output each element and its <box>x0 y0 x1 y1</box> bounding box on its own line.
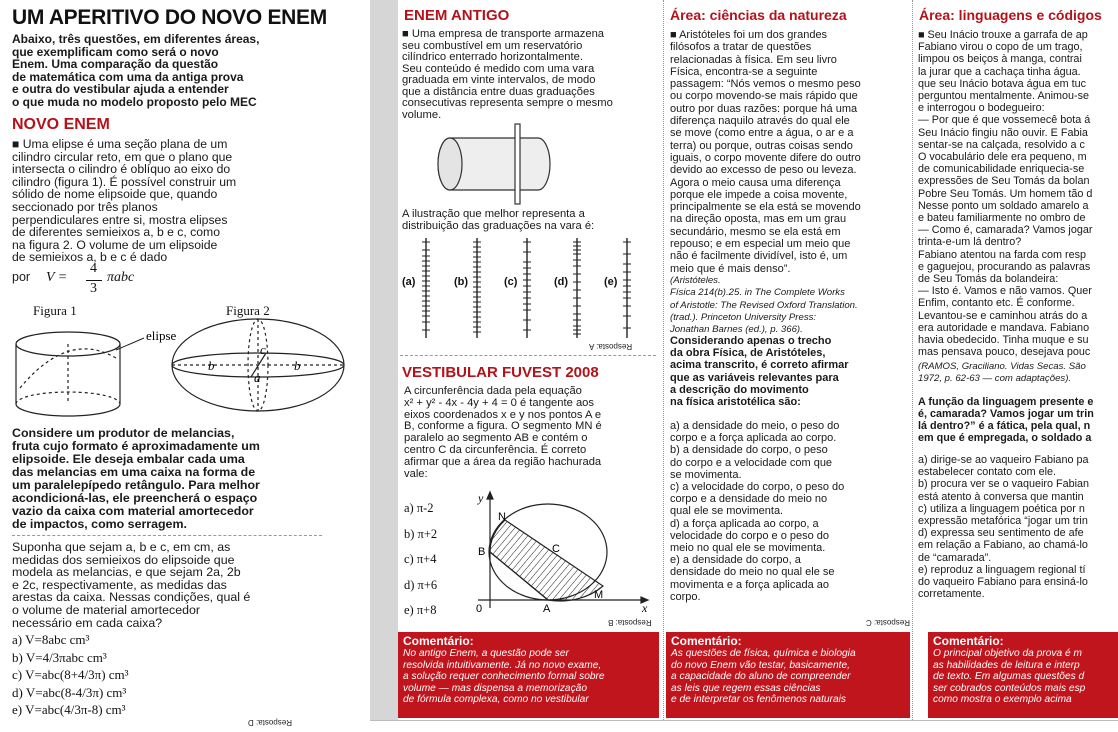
svg-text:N: N <box>498 511 506 523</box>
option-b[interactable]: b) V=4/3πabc cm³ <box>12 649 107 665</box>
option-a[interactable]: a) π-2 <box>404 501 434 515</box>
intro-text: Abaixo, três questões, em diferentes áreas, que exemplificam como será o novo Enem. Uma comparação da questão de matemática com uma da antiga prova e outra do vestibular ajuda a entender o que muda no modelo proposto pelo MEC <box>12 32 260 109</box>
section-heading-enem-antigo: ENEM ANTIGO <box>404 7 510 24</box>
cylinder-figure <box>16 332 120 416</box>
option-c[interactable]: c) π+4 <box>404 552 437 566</box>
comment-box <box>666 632 910 718</box>
column-linguagens <box>916 0 1118 732</box>
citation: (Aristóteles. Física 214(b).25. in The Complete Works of Aristotle: The Revised Oxford Translation. (trad.). Princeton University Press: Jonathan Barnes (ed.), p. 366). <box>670 275 858 336</box>
answer-options[interactable]: a) dirige-se ao vaqueiro Fabiano pa estabelecer contato com ele. b) procura ver se o vaqueiro Fabian está atento à conversa que mantin c) utiliza a linguagem poética por n expressão metafórica “jogar um trin d) expressa seu sentimento de afe em relação a Fabiano, ao chamá-lo de “camarada”. e) reproduz a linguagem regional tí do vaqueiro Fabiano para ensiná-lo corretamente. <box>918 454 1090 601</box>
elipse-label: elipse <box>146 328 177 343</box>
rod-option-b[interactable]: (b) <box>454 276 469 288</box>
option-e[interactable]: e) π+8 <box>404 603 437 617</box>
svg-text:y: y <box>478 491 484 505</box>
svg-text:c: c <box>260 342 266 357</box>
section-heading-novo-enem: NOVO ENEM <box>12 116 110 133</box>
option-d[interactable]: d) V=abc(8-4/3π) cm³ <box>12 684 127 700</box>
section-heading-linguagens: Área: linguagens e códigos <box>919 7 1102 23</box>
svg-text:b: b <box>294 358 301 373</box>
svg-text:M: M <box>594 589 604 601</box>
comment-title: Comentário: <box>671 634 742 648</box>
figure-2-label: Figura 2 <box>226 303 270 318</box>
answer-key: Resposta: A <box>589 342 633 351</box>
question-prompt: A ilustração que melhor representa a distribuição das graduações na vara é: <box>402 208 595 232</box>
question-text: ■ Uma empresa de transporte armazena seu combustível em um reservatório cilíndrico enterrado horizontalmente. Seu conteúdo é medido com uma vara graduada em vinte intervalos, de modo que a distância entre duas graduações consecutivas representa sempre o mesmo volume. <box>402 28 613 121</box>
section-heading-fuvest: VESTIBULAR FUVEST 2008 <box>402 364 599 381</box>
ellipsoid-figure <box>172 319 344 411</box>
option-a[interactable]: a) V=8abc cm³ <box>12 632 90 647</box>
comment-box <box>398 632 659 718</box>
question-prompt: Considerando apenas o trecho da obra Física, de Aristóteles, acima transcrito, é correto afirmar que as variáveis relevantes para a descrição do movimento na física aristotélica são: <box>670 335 849 409</box>
rod-option-e[interactable]: (e) <box>604 276 618 288</box>
reservoir-figure <box>436 122 556 206</box>
svg-text:0: 0 <box>476 603 483 615</box>
fuvest-question: A circunferência dada pela equação x² + y² - 4x - 4y + 4 = 0 é tangente aos eixos coordenados x e y nos pontos A e B, conforme a figura. O segmento MN é paralelo ao segmento AB e contém o centro C da circunferência. É correto afirmar que a área da região hachurada vale: <box>404 385 602 480</box>
aristotle-text: ■ Aristóteles foi um dos grandes filósofos a tratar de questões relacionadas à física. Em seu livro Física, encontra-se a seguinte passagem: “Nós vemos o mesmo peso ou corpo movendo-se mais rápido que outro por duas razões: porque há uma diferença naquilo através do qual ele se move (como entre a água, o ar e a terra) ou porque, outras coisas sendo iguais, o corpo movente difere do outro devido ao excesso de peso ou leveza. Agora o meio causa uma diferença porque ele impede a coisa movente, principalmente se ela está se movendo na direção oposta, mas em um grau secundário, mesmo se ela está em repouso; e em especial um meio que não é facilmente dividível, isto é, um meio que é mais denso”. <box>670 29 861 275</box>
option-d[interactable]: d) π+6 <box>404 577 438 592</box>
answer-key: Resposta: B <box>608 618 652 627</box>
circle-figure <box>468 490 658 616</box>
comment-title: Comentário: <box>933 634 1004 648</box>
fuvest-options <box>404 496 437 624</box>
answer-options[interactable]: a) a densidade do meio, o peso do corpo e a força aplicada ao corpo. b) a densidade do corpo, o peso do corpo e a velocidade com que se movimenta. c) a velocidade do corpo, o peso do corpo e a densidade do meio no qual ele se movimenta. d) a força aplicada ao corpo, a velocidade do corpo e o peso do meio no qual ele se movimenta. e) a densidade do corpo, a densidade do meio no qual ele se movimenta e a força aplicada ao corpo. <box>670 420 845 603</box>
option-b[interactable]: b) π+2 <box>404 526 438 541</box>
option-e[interactable]: e) V=abc(4/3π-8) cm³ <box>12 702 126 717</box>
citation: (RAMOS, Graciliano. Vidas Secas. São 1972, p. 62-63 — com adaptações). <box>918 361 1086 384</box>
rod-option-a[interactable]: (a) <box>402 276 416 288</box>
comment-body: No antigo Enem, a questão pode ser resolvida intuitivamente. Já no novo exame, a solução requer conhecimento formal sobre volume — mas dispensa a memorização de fórmula complexa, como no vestibular <box>403 648 605 705</box>
figure-1-label: Figura 1 <box>33 303 77 318</box>
vidas-secas-text: ■ Seu Inácio trouxe a garrafa de ap Fabiano virou o copo de um trago, limpou os beiços à manga, contrai la jurar que a cachaça tinha água. que seu Inácio botava água em tuc perguntou mentalmente. Animou-se e interrogou o bodegueiro: — Por que é que vossemecê bota á Seu Inácio fingiu não ouvir. E Fabia sentar-se na calçada, resolvido a c O vocabulário dele era pequeno, m de comunicabilidade enriquecia-se expressões de Seu Tomás da bolan Pobre Seu Tomás. Um homem tão d Nesse ponto um soldado amarelo a e bateu familiarmente no ombro de — Como é, camarada? Vamos jogar trinta-e-um lá dentro? Fabiano atentou na farda com resp e gaguejou, procurando as palavras de Seu Tomás da bolandeira: — Isto é. Vamos e não vamos. Quer Enfim, contanto etc. É conforme. Levantou-se e caminhou atrás do a era autoridade e mandava. Fabiano havia obedecido. Tinha muque e su mas pensava pouco, desejava pouc <box>918 29 1093 359</box>
comment-body: O principal objetivo da prova é m as habilidades de leitura e interp de texto. Em algumas questões d ser cobrados conteúdos mais esp como mostra o exemplo acima <box>933 648 1086 705</box>
column-novo-enem <box>0 0 368 732</box>
svg-text:a: a <box>254 370 261 385</box>
svg-text:b: b <box>208 358 215 373</box>
svg-text:C: C <box>552 543 560 555</box>
comment-body: As questões de física, química e biologia do novo Enem vão testar, basicamente, a capacidade do aluno de compreender as leis que regem essas ciências e de interpretar os fenômenos naturais <box>671 648 856 705</box>
ellipsoid-figures <box>8 318 368 423</box>
svg-text:A: A <box>543 603 551 615</box>
question-prompt: A função da linguagem presente e é, camarada? Vamos jogar um trin lá dentro?” é a fática, pela qual, n em que é empregada, o soldado a <box>918 396 1094 444</box>
question-text: ■ Uma elipse é uma seção plana de um cilindro circular reto, em que o plano que intersecta o cilindro é oblíquo ao eixo do cilindro (figura 1). É possível construir um sólido de nome elipsoide que, quando seccionado por três planos perpendiculares entre si, mostra elipses de diferentes semieixos a, b e c, como na figura 2. O volume de um elipsoide de semieixos a, b e c é dado <box>12 137 237 265</box>
page-title: UM APERITIVO DO NOVO ENEM <box>12 6 327 29</box>
rod-option-c[interactable]: (c) <box>504 276 518 288</box>
option-c[interactable]: c) V=abc(8+4/3π) cm³ <box>12 667 129 682</box>
svg-text:x: x <box>642 601 648 615</box>
answer-key: Resposta: D <box>248 718 293 727</box>
column-enem-antigo <box>398 0 661 732</box>
comment-box <box>928 632 1118 718</box>
column-ciencias <box>666 0 910 732</box>
problem-statement: Considere um produtor de melancias, fruta cujo formato é aproximadamente um elipsoide. Ele deseja embalar cada uma das melancias em uma caixa na forma de um paralelepípedo retângulo. Para melhor acondicioná-las, ele preencherá o espaço vazio da caixa com material amortecedor de impactos, como serragem. <box>12 426 260 531</box>
question-prompt: Suponha que sejam a, b e c, em cm, as medidas dos semieixos do elipsoide que modela as melancias, e que sejam 2a, 2b e 2c, respectivamente, as medidas das arestas da caixa. Nessas condições, qual é o volume de material amortecedor necessário em cada caixa? <box>12 540 251 630</box>
answer-options <box>12 630 129 720</box>
comment-title: Comentário: <box>403 634 474 648</box>
answer-key: Resposta: C <box>866 618 910 627</box>
svg-text:B: B <box>478 546 486 558</box>
rod-option-d[interactable]: (d) <box>554 276 569 288</box>
volume-formula: por V = 4 3 πabc <box>12 261 135 296</box>
section-heading-ciencias: Área: ciências da natureza <box>670 7 847 23</box>
